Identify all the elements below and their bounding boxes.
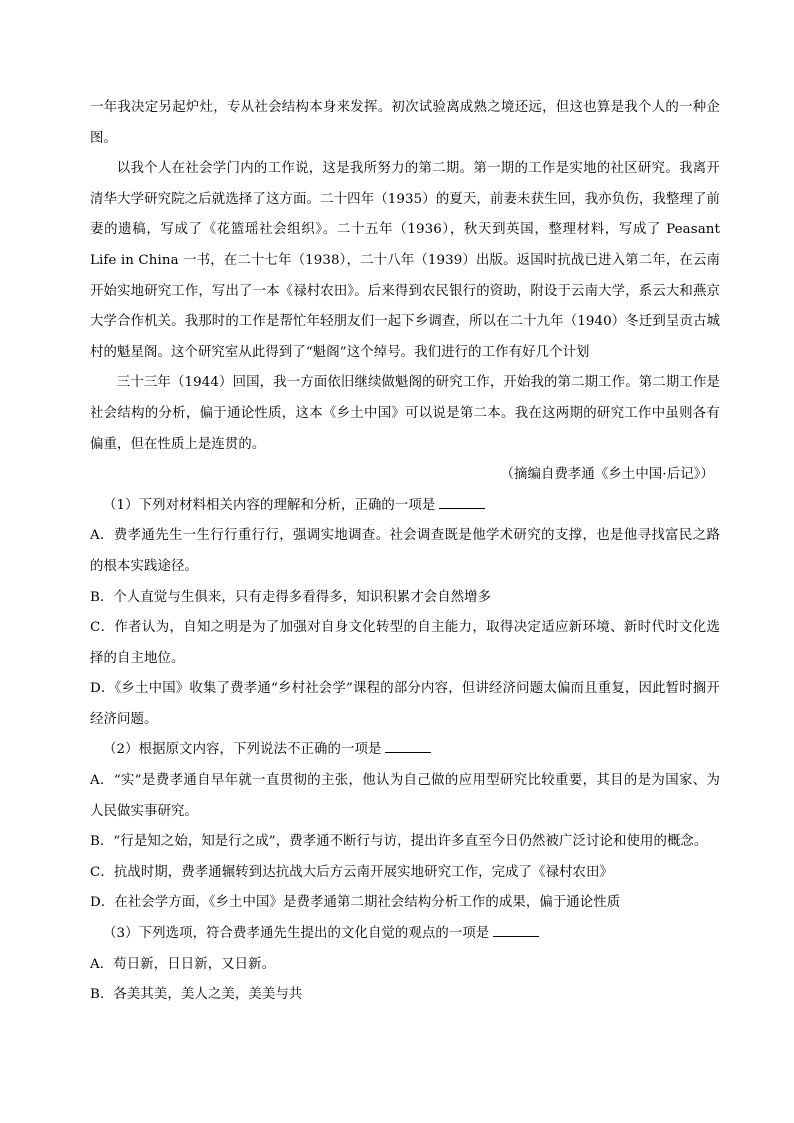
answer-blank-3[interactable] [493,922,539,937]
question-2-option-d: D．在社会学方面，《乡土中国》是费孝通第二期社会结构分析工作的成果，偏于通论性质 [90,895,621,911]
passage-source: （摘编自费孝通《乡土中国·后记》） [500,467,714,483]
question-1-option-b: B．个人直觉与生俱来，只有走得多看得多，知识积累才会自然增多 [90,589,492,605]
reading-passage [90,93,720,491]
question-1 [90,491,720,736]
question-2-stem-text: （2）根据原文内容，下列说法不正确的一项是 [103,742,382,758]
question-1-option-a: A．费孝通先生一生行行重行行，强调实地调查。社会调查既是他学术研究的支撑，也是他寻找富民之路的根本实践途径。 [90,528,720,574]
passage-paragraph-2: 以我个人在社会学门内的工作说，这是我所努力的第二期。第一期的工作是实地的社区研究。我离开清华大学研究院之后就选择了这方面。二十四年（1935）的夏天，前妻未获生回，我亦负伤，我整理了前妻的遗稿，写成了《花篮瑶社会组织》。二十五年（1936），秋天到英国，整理材料，写成了 Peasant Life in China 一书，在二十七年（1938），二十八年（1939）出版。返国时抗战已进入第二年，在云南开始实地研究工作，写出了一本《禄村农田》。后来得到农民银行的资助，附设于云南大学，系云大和燕京大学合作机关。我那时的工作是帮忙年轻朋友们一起下乡调查，所以在二十九年（1940）冬迁到呈贡古城村的魁星阁。这个研究室从此得到了“魁阁”这个绰号。我们进行的工作有好几个计划 [90,161,720,360]
passage-paragraph-3: 三十三年（1944）回国，我一方面依旧继续做魁阁的研究工作，开始我的第二期工作。第二期工作是社会结构的分析，偏于通论性质，这本《乡土中国》可以说是第二本。我在这两期的研究工作中虽则各有偏重，但在性质上是连贯的。 [90,375,720,452]
question-1-option-d: D．《乡土中国》收集了费孝通“乡村社会学”课程的部分内容，但讲经济问题太偏而且重复，因此暂时搁开经济问题。 [90,681,720,727]
question-2-option-a: A．“实”是费孝通自早年就一直贯彻的主张，他认为自己做的应用型研究比较重要，其目的是为国家、为人民做实事研究。 [90,773,720,819]
answer-blank-2[interactable] [385,738,431,753]
answer-blank-1[interactable] [439,494,485,509]
question-1-option-c: C．作者认为，自知之明是为了加强对自身文化转型的自主能力，取得决定适应新环境、新时代时文化选择的自主地位。 [90,620,720,666]
question-2 [90,735,720,919]
question-3-stem-text: （3）下列选项，符合费孝通先生提出的文化自觉的观点的一项是 [103,926,490,942]
question-1-stem-text: （1）下列对材料相关内容的理解和分析，正确的一项是 [103,497,436,513]
document-body [90,93,720,1011]
question-3-stem [90,919,720,950]
question-2-option-b: B．“行是知之始，知是行之成”，费孝通不断行与访，提出许多直至今日仍然被广泛讨论和使用的概念。 [90,834,708,850]
passage-paragraph-1: 一年我决定另起炉灶，专从社会结构本身来发挥。初次试验离成熟之境还远，但这也算是我个人的一种企图。 [90,100,720,146]
question-3-option-a: A．苟日新，日日新，又日新。 [90,956,276,972]
question-1-stem [90,491,720,522]
question-3 [90,919,720,1011]
question-2-stem [90,735,720,766]
question-3-option-b: B．各美其美，美人之美，美美与共 [90,987,303,1003]
question-2-option-c: C．抗战时期，费孝通辗转到达抗战大后方云南开展实地研究工作，完成了《禄村农田》 [90,864,613,880]
